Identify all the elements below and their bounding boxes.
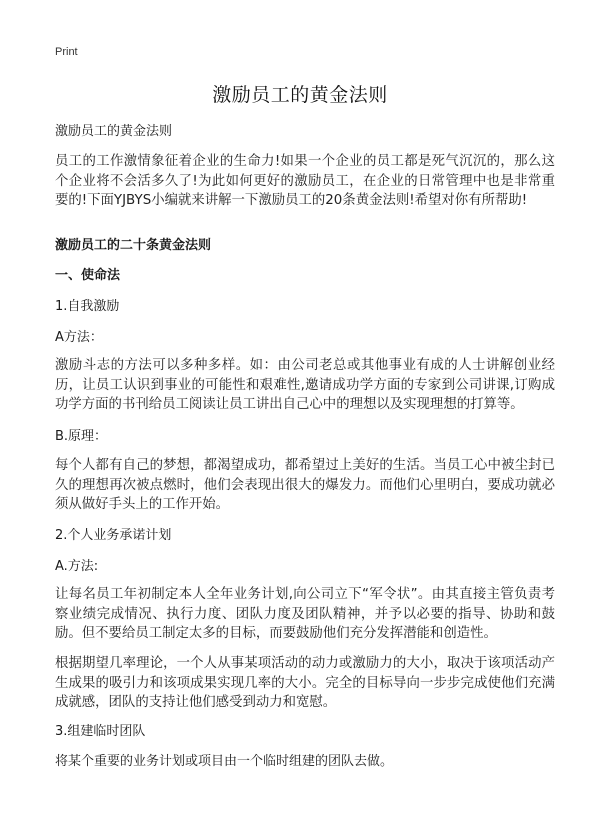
item2-title: 2.个人业务承诺计划: [55, 528, 172, 543]
intro-paragraph: 员工的工作激情象征着企业的生命力!如果一个企业的员工都是死气沉沉的，那么这个企业将不会活多久了!为此如何更好的激励员工，在企业的日常管理中也是非常重要的!下面YJBYS小编就来讲解一下激励员工的20条黄金法则!希望对你有所帮助!: [55, 154, 555, 208]
item2-theory-paragraph: 根据期望几率理论，一个人从事某项活动的动力或激励力的大小，取决于该项活动产生成果的吸引力和该项成果实现几率的大小。完全的目标导向一步步完成使他们充满成就感，团队的支持让他们感受到动力和宽慰。: [55, 656, 555, 710]
item1-method-paragraph: 激励斗志的方法可以多种多样。如：由公司老总或其他事业有成的人士讲解创业经历，让员工认识到事业的可能性和艰难性,邀请成功学方面的专家到公司讲课,订购成功学方面的书刊给员工阅读让员工讲出自己心中的理想以及实现理想的打算等。: [55, 358, 555, 412]
item2-method-paragraph: 让每名员工年初制定本人全年业务计划,向公司立下“军令状”。由其直接主管负责考察业绩完成情况、执行力度、团队力度及团队精神，并予以必要的指导、协助和鼓励。但不要给员工制定太多的目标，而要鼓励他们充分发挥潜能和创造性。: [55, 587, 555, 641]
item1-principle-label: B.原理：: [55, 429, 108, 444]
item3-paragraph: 将某个重要的业务计划或项目由一个临时组建的团队去做。: [55, 754, 394, 769]
print-link[interactable]: Print: [55, 46, 78, 58]
item1-method-label: A方法：: [55, 330, 103, 345]
section-heading: 激励员工的二十条黄金法则: [55, 238, 212, 253]
part-one-heading: 一、使命法: [55, 268, 121, 283]
item1-title: 1.自我激励: [55, 299, 120, 314]
item2-method-label: A.方法:: [55, 559, 99, 574]
article-subtitle: 激励员工的黄金法则: [55, 124, 173, 139]
item3-title: 3.组建临时团队: [55, 724, 146, 739]
item1-principle-paragraph: 每个人都有自己的梦想，都渴望成功，都希望过上美好的生活。当员工心中被尘封已久的理想再次被点燃时，他们会表现出很大的爆发力。而他们心里明白，要成功就必须从做好手头上的工作开始。: [55, 458, 555, 512]
page-title: 激励员工的黄金法则: [212, 84, 388, 106]
